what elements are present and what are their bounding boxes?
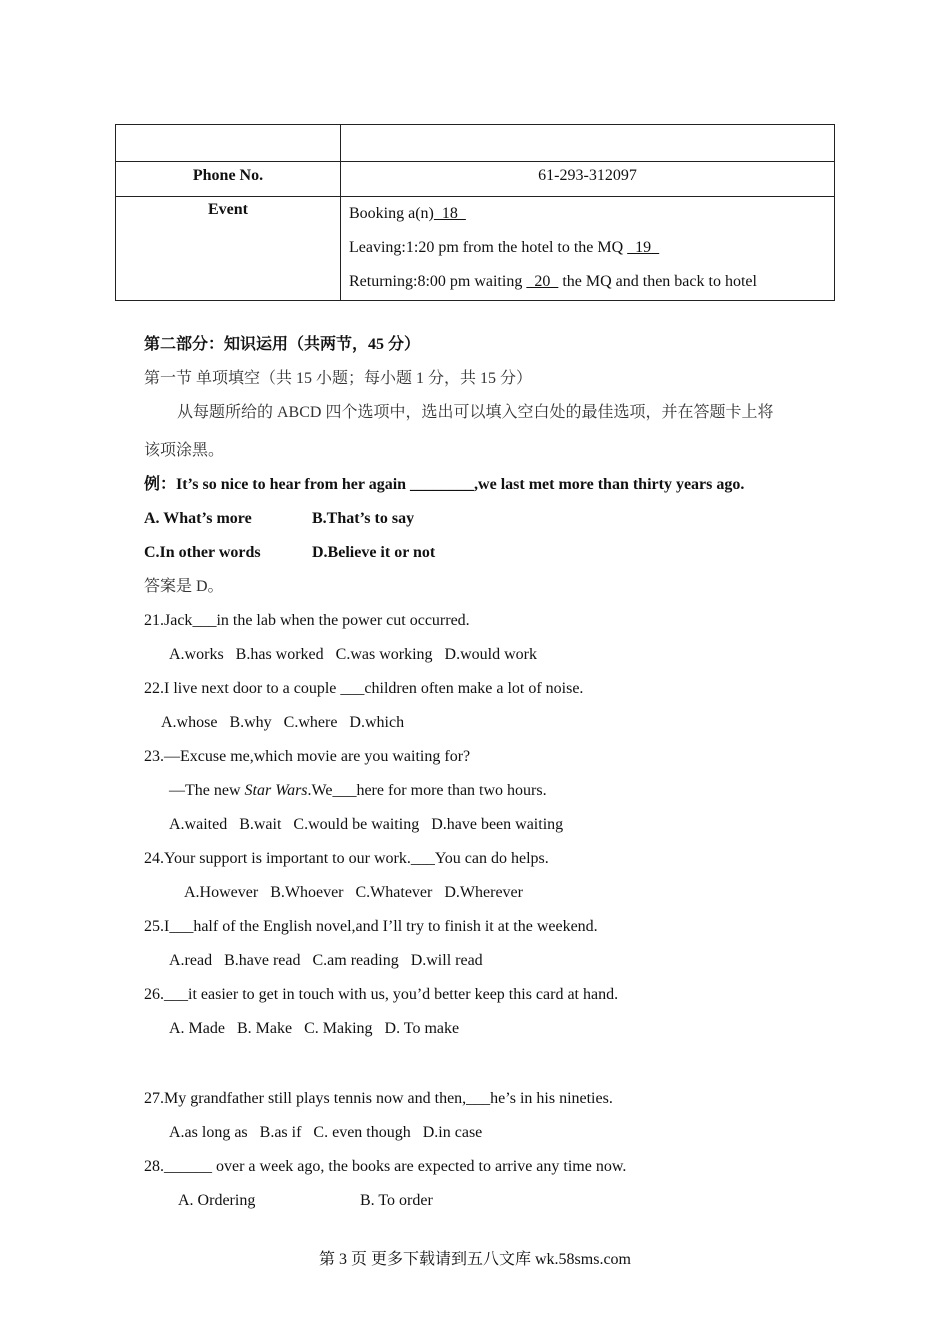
- example-answer: 答案是 D。: [144, 578, 224, 595]
- q28-option-b: B. To order: [360, 1192, 433, 1209]
- event-value: [341, 197, 835, 301]
- event-line-leaving: [341, 231, 834, 265]
- q24-stem: 24.Your support is important to our work.___You can do helps.: [144, 850, 549, 867]
- event-line-returning: [341, 265, 834, 299]
- example-option-b: B.That’s to say: [312, 510, 415, 527]
- phone-label: Phone No.: [116, 162, 341, 197]
- q22-options: A.whose B.why C.where D.which: [161, 714, 405, 731]
- q25-options: A.read B.have read C.am reading D.will read: [169, 952, 483, 969]
- page-footer: 第 3 页 更多下载请到五八文库 wk.58sms.com: [318, 1251, 631, 1268]
- table-value-cell: [341, 125, 835, 162]
- event-text: Leaving:1:20 pm from the hotel to the MQ: [349, 239, 628, 256]
- table-row: [116, 125, 835, 162]
- q24-blank: ___: [410, 850, 435, 867]
- event-line-booking: [341, 197, 834, 231]
- q21-stem: 21.Jack___in the lab when the power cut occurred.: [144, 612, 470, 629]
- instruction-line-2: 该项涂黑。: [144, 442, 225, 459]
- event-text: Returning:8:00 pm waiting: [349, 273, 527, 290]
- q21-blank: ___: [192, 612, 217, 629]
- q27-stem: 27.My grandfather still plays tennis now and then,___he’s in his nineties.: [144, 1090, 613, 1107]
- q28-option-a: A. Ordering: [178, 1192, 256, 1209]
- example-option-c: C.In other words: [144, 544, 261, 561]
- q21-options: A.works B.has worked C.was working D.would work: [169, 646, 537, 663]
- table-row: [116, 197, 835, 301]
- q22-blank: ___: [340, 680, 365, 697]
- q27-blank: ___: [466, 1090, 491, 1107]
- info-table: [115, 124, 835, 301]
- table-label-cell: [116, 125, 341, 162]
- blank-20: 20: [526, 273, 559, 290]
- q26-blank: ___: [164, 986, 188, 1003]
- event-text: Booking a(n): [349, 205, 434, 222]
- table-row: [116, 162, 835, 197]
- q23-options: A.waited B.wait C.would be waiting D.have been waiting: [169, 816, 564, 833]
- q23-reply: —The new Star Wars.We___here for more than two hours.: [169, 782, 547, 799]
- example-question: 例：It’s so nice to hear from her again ________,we last met more than thirty years ago.: [144, 476, 745, 493]
- q23-stem: 23.—Excuse me,which movie are you waiting for?: [144, 748, 471, 765]
- q27-options: A.as long as B.as if C. even though D.in case: [169, 1124, 483, 1141]
- blank-18: 18: [433, 205, 466, 222]
- example-option-d: D.Believe it or not: [312, 544, 436, 561]
- q23-blank: ___: [332, 782, 357, 799]
- q24-options: A.However B.Whoever C.Whatever D.Wherever: [184, 884, 523, 901]
- event-label: Event: [116, 197, 341, 301]
- event-text: the MQ and then back to hotel: [558, 273, 757, 290]
- q26-options: A. Made B. Make C. Making D. To make: [169, 1020, 460, 1037]
- instruction-line-1: 从每题所给的 ABCD 四个选项中，选出可以填入空白处的最佳选项，并在答题卡上将: [177, 404, 774, 421]
- q25-blank: ___: [169, 918, 194, 935]
- part-title: 第二部分：知识运用（共两节，45 分）: [144, 336, 421, 353]
- example-option-a: A. What’s more: [144, 510, 252, 527]
- q26-stem: 26.___it easier to get in touch with us, you’d better keep this card at hand.: [144, 986, 619, 1003]
- phone-value: 61-293-312097: [341, 162, 835, 197]
- q28-stem: 28.______ over a week ago, the books are expected to arrive any time now.: [144, 1158, 627, 1175]
- blank-19: 19: [627, 239, 660, 256]
- sub-title: 第一节 单项填空（共 15 小题；每小题 1 分，共 15 分）: [144, 370, 533, 387]
- q25-stem: 25.I___half of the English novel,and I’ll try to finish it at the weekend.: [144, 918, 598, 935]
- q22-stem: 22.I live next door to a couple ___children often make a lot of noise.: [144, 680, 584, 697]
